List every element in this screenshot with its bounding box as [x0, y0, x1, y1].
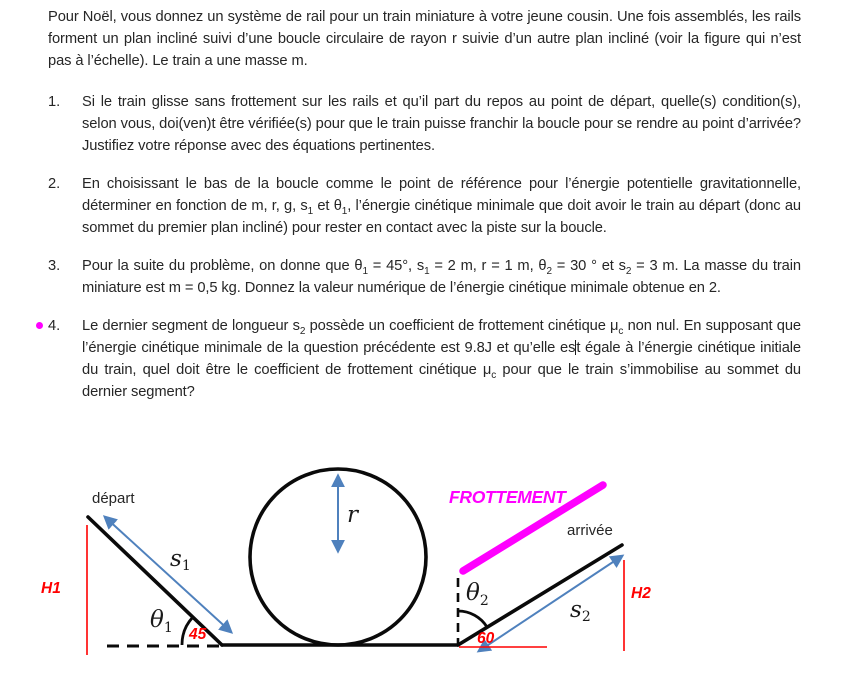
question-1-number: 1. — [48, 94, 61, 110]
theta2-label: $\theta_2$ — [466, 580, 489, 609]
question-3-text[interactable]: Pour la suite du problème, on donne que $\theta_1 = 45^\circ$, $s_1 = 2$ m, r = 1 m, $\theta_2 = 30$ ° et $s_2 = 3$ m. La masse du train miniature est m = 0,5 kg. Donnez la valeur numérique de l’énergie cinétique minimale obtenue en 2. — [82, 258, 801, 296]
question-1 — [48, 91, 801, 157]
question-4 — [48, 315, 801, 403]
question-2-number: 2. — [48, 176, 61, 192]
rail-track-figure — [0, 450, 845, 686]
h1-label: H1 — [41, 580, 61, 597]
question-4-text[interactable]: Le dernier segment de longueur $s_2$ possède un coefficient de frottement cinétique $\mu_c$ non nul. En supposant que l’énergie cinétique minimale de la question précédente est 9.8J et qu’elle est égale à l’énergie cinétique initiale du train, quel doit être le coefficient de frottement cinétique $\mu_c$ pour que le train s’immobilise au sommet du dernier segment? — [82, 318, 801, 400]
magenta-marker-dot-icon — [36, 322, 43, 329]
h2-label: H2 — [631, 585, 651, 602]
question-1-text[interactable]: Si le train glisse sans frottement sur les rails et qu’il part du repos au point de départ, quelle(s) condition(s), selon vous, doi(ven)t être vérifiée(s) pour que le train puisse franchir la boucle pour se rendre au point d’arrivée? Justifiez votre réponse avec des équations pertinentes. — [82, 94, 801, 154]
arrivee-label: arrivée — [567, 522, 613, 539]
s2-length-arrow — [479, 556, 622, 651]
question-3 — [48, 255, 801, 299]
depart-label: départ — [92, 490, 135, 507]
frottement-label: FROTTEMENT — [449, 487, 566, 507]
s1-length-arrow — [105, 517, 231, 632]
angle1-value-label: 45 — [189, 626, 207, 643]
theta1-label: $\theta_1$ — [150, 607, 173, 636]
s2-label: s2 — [570, 597, 591, 625]
question-2 — [48, 173, 801, 239]
radius-label: r — [347, 502, 358, 528]
s1-label: s1 — [170, 546, 191, 574]
question-4-number: 4. — [48, 318, 61, 334]
theta2-angle-arc — [458, 611, 487, 627]
problem-text — [48, 6, 801, 419]
angle2-value-label: 60 — [477, 630, 495, 647]
intro-paragraph[interactable]: Pour Noël, vous donnez un système de rail pour un train miniature à votre jeune cousin. Une fois assemblés, les rails forment un plan incliné suivi d’une boucle circulaire de rayon r suivie d’un autre plan incliné (voir la figure qui n’est pas à l’échelle). Le train a une masse m. — [48, 9, 801, 69]
question-2-text[interactable]: En choisissant le bas de la boucle comme le point de référence pour l’énergie potentielle gravitationnelle, déterminer en fonction de m, r, g, $s_1$ et $\theta_1$, l’énergie cinétique minimale que doit avoir le train au départ (donc au sommet du premier plan incliné) pour rester en contact avec la piste sur la boucle. — [82, 176, 801, 236]
question-3-number: 3. — [48, 258, 61, 274]
